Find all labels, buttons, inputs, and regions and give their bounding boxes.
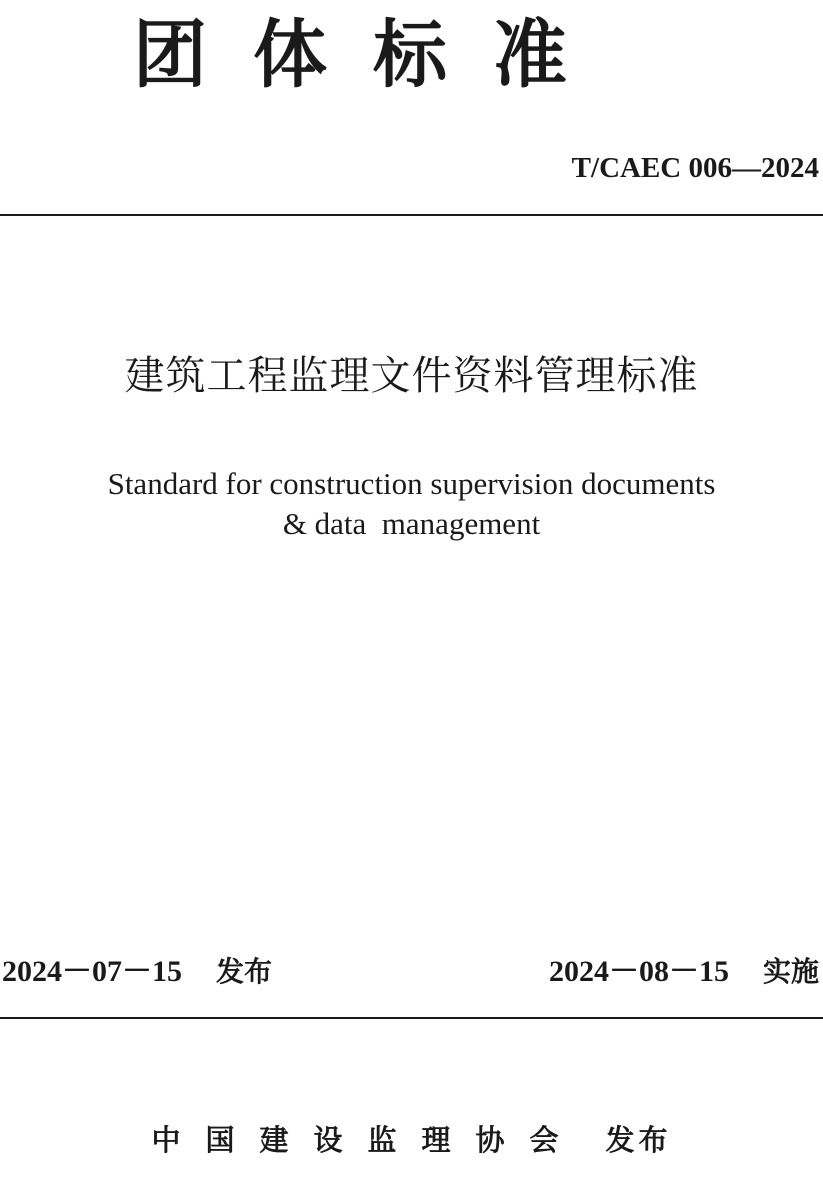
issue-label: 发布 — [216, 955, 273, 988]
english-title-line-2: & data management — [282, 506, 541, 541]
implement-label: 实施 — [762, 955, 819, 988]
standard-code: T/CAEC 006—2024 — [571, 152, 819, 184]
bottom-divider — [0, 1017, 823, 1019]
english-title-line-1: Standard for construction supervision documents — [107, 466, 716, 501]
issue-date-block — [2, 950, 272, 994]
top-divider — [0, 214, 823, 216]
chinese-title: 建筑工程监理文件资料管理标准 — [124, 353, 699, 399]
publisher-line — [0, 1116, 823, 1164]
document-category: 团体标准 — [133, 12, 613, 98]
publisher-action: 发布 — [605, 1123, 672, 1157]
publisher-organization: 中国建设监理协会 — [151, 1123, 584, 1157]
implement-date: 2024－08－15 — [548, 955, 729, 988]
implement-date-block — [549, 950, 819, 994]
issue-date: 2024－07－15 — [2, 955, 182, 988]
english-title — [0, 464, 823, 544]
